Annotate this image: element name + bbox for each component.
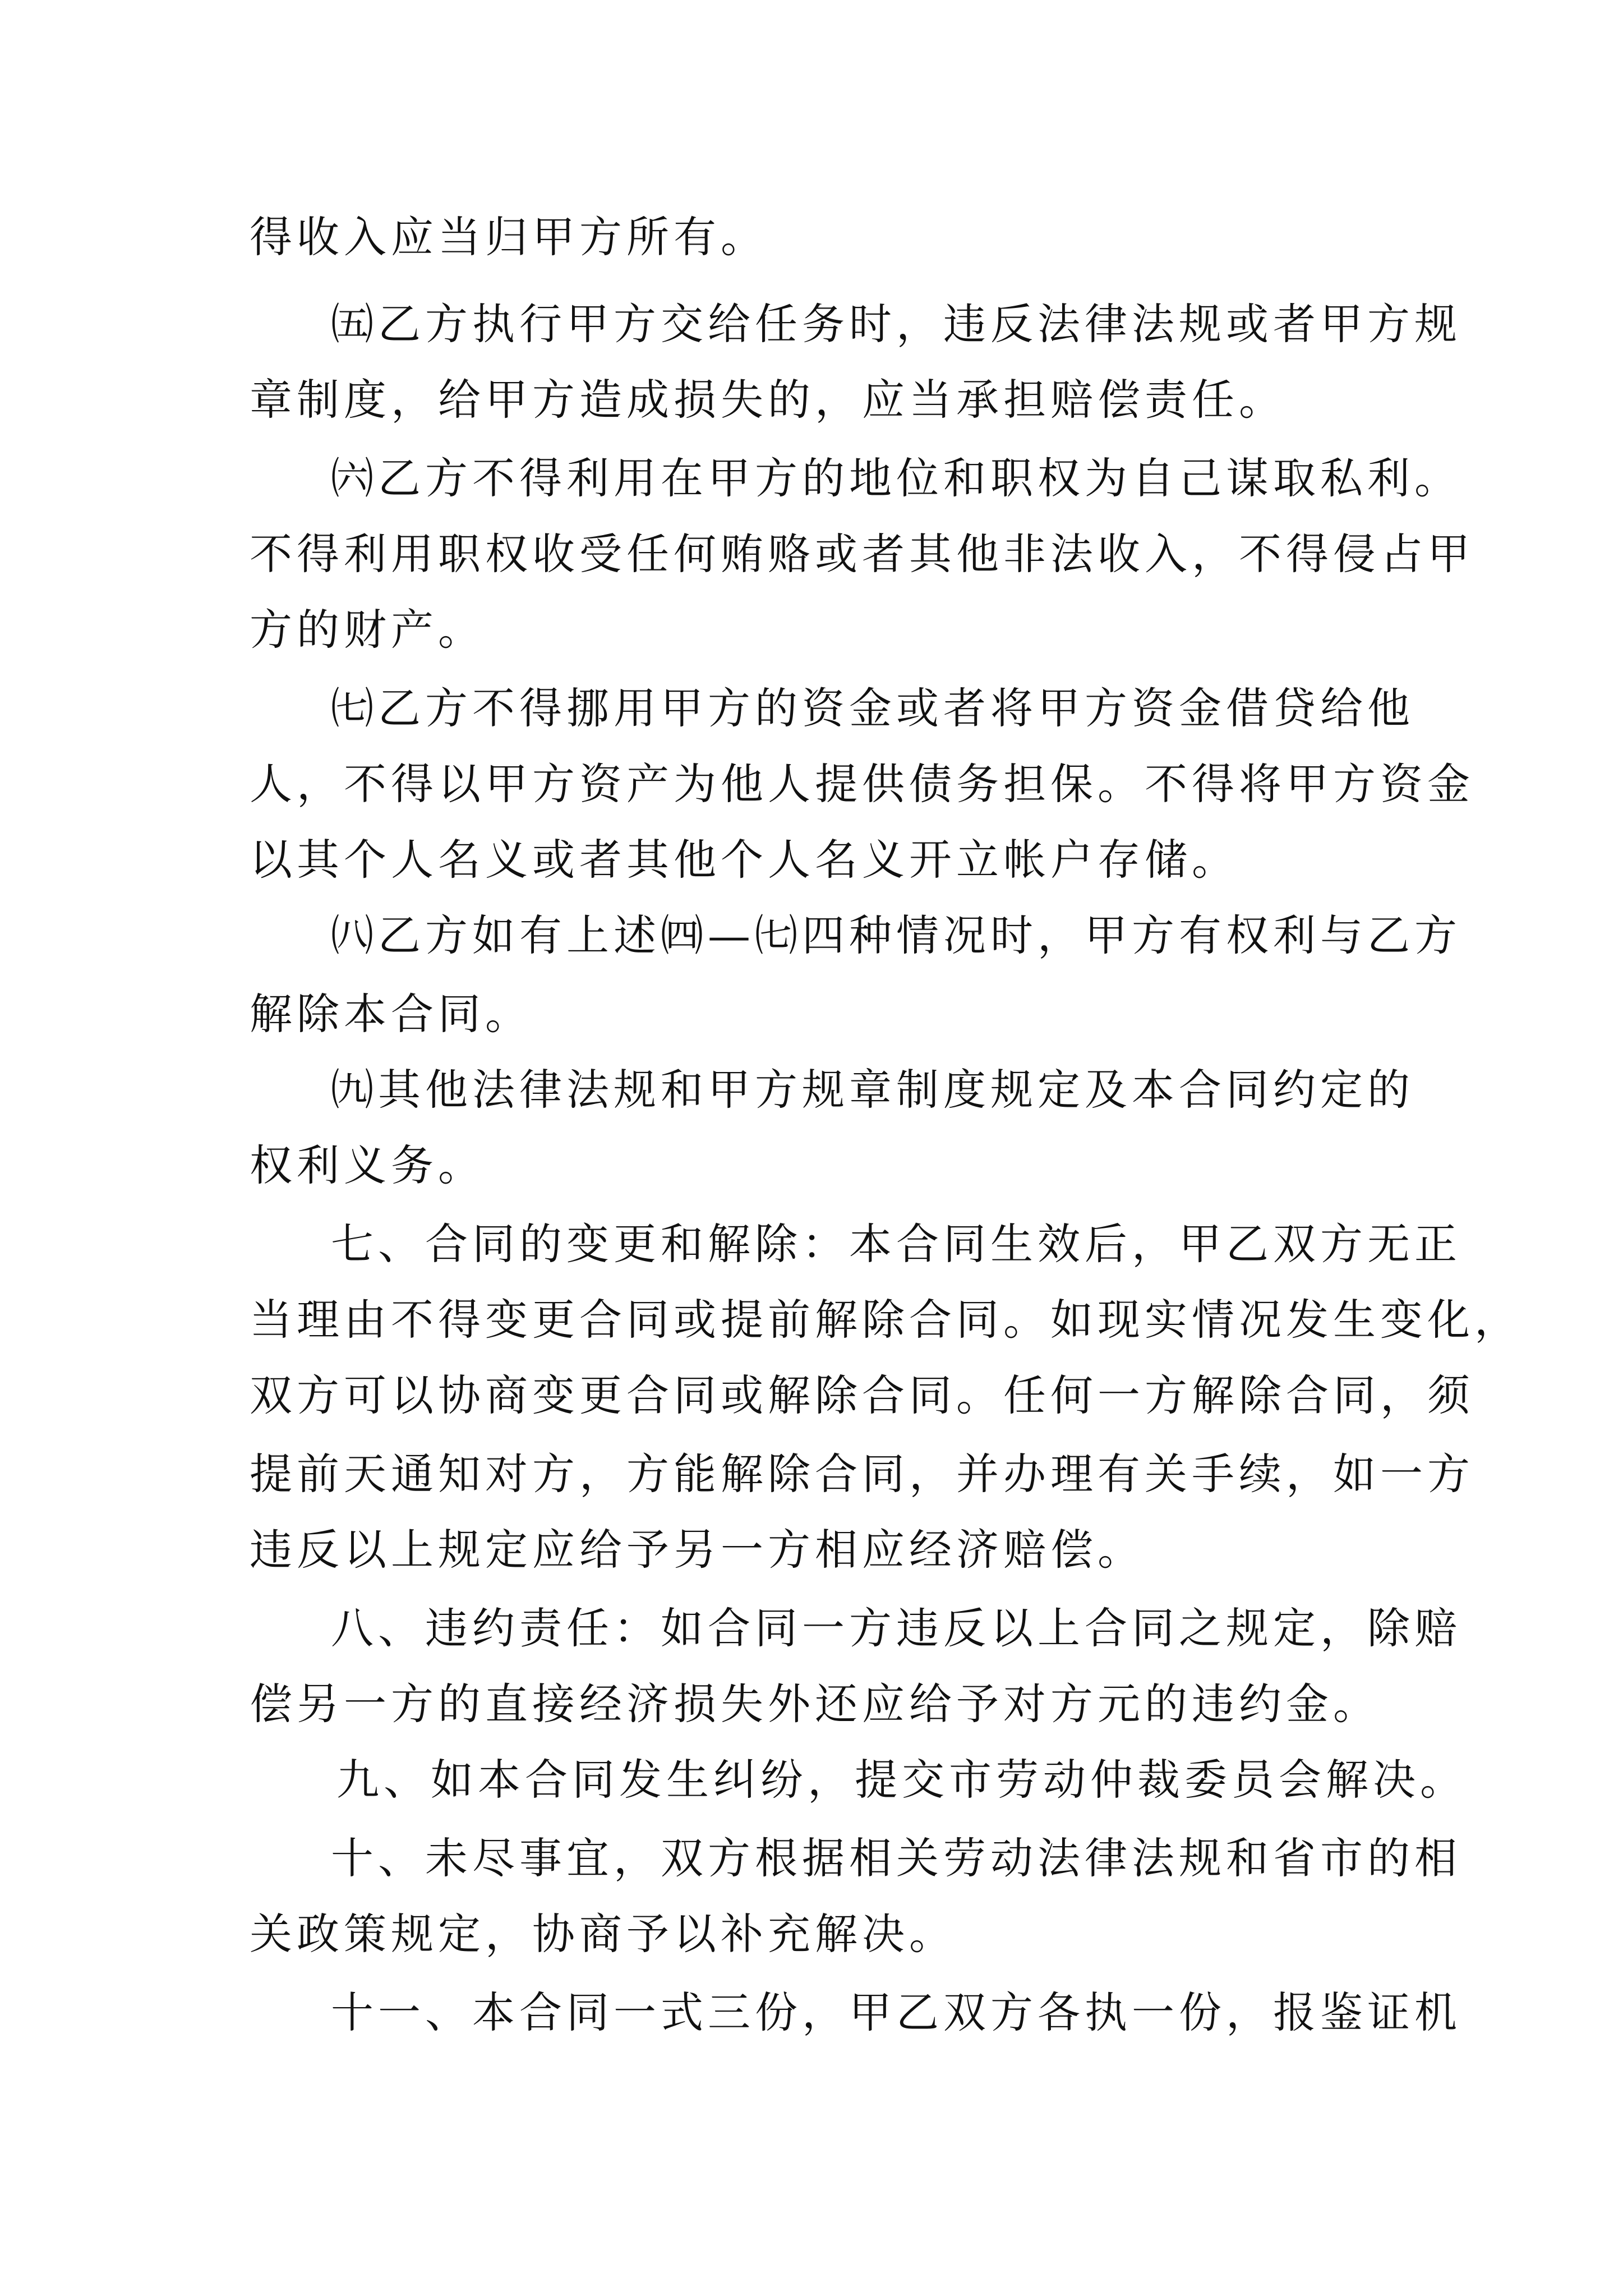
text-line: 关政策规定，协商予以补充解决。 [250,1909,956,1959]
text-line: 七、合同的变更和解除：本合同生效后，甲乙双方无正 [331,1219,1461,1269]
text-line: 提前天通知对方，方能解除合同，并办理有关手续，如一方 [250,1449,1474,1499]
text-line: 双方可以协商变更合同或解除合同。任何一方解除合同，须 [250,1370,1474,1420]
text-line: ㈨其他法律法规和甲方规章制度规定及本合同约定的 [331,1065,1414,1115]
text-line: 方的财产。 [250,605,485,655]
text-line: 偿另一方的直接经济损失外还应给予对方元的违约金。 [250,1679,1380,1729]
text-line: 解除本合同。 [250,989,532,1039]
text-line: 违反以上规定应给予另一方相应经济赔偿。 [250,1525,1145,1575]
text-line: ㈦乙方不得挪用甲方的资金或者将甲方资金借贷给他 [331,683,1414,733]
text-line: 得收入应当归甲方所有。 [250,212,768,262]
text-line: 不得利用职权收受任何贿赂或者其他非法收入，不得侵占甲 [250,529,1474,579]
text-line: 十、未尽事宜，双方根据相关劳动法律法规和省市的相 [331,1833,1461,1883]
text-line: 章制度，给甲方造成损失的，应当承担赔偿责任。 [250,375,1286,425]
text-line: ㈧乙方如有上述㈣—㈦四种情况时，甲方有权利与乙方 [331,910,1461,960]
text-line: 人，不得以甲方资产为他人提供债务担保。不得将甲方资金 [250,759,1474,809]
text-line: 九、如本合同发生纠纷，提交市劳动仲裁委员会解决。 [336,1755,1467,1805]
text-line: ㈥乙方不得利用在甲方的地位和职权为自己谋取私利。 [331,453,1461,503]
text-line: 十一、本合同一式三份，甲乙双方各执一份，报鉴证机 [331,1987,1461,2037]
text-line: 权利义务。 [250,1140,485,1190]
text-line: ㈤乙方执行甲方交给任务时，违反法律法规或者甲方规 [331,299,1461,349]
text-line: 当理由不得变更合同或提前解除合同。如现实情况发生变化， [250,1295,1521,1345]
text-line: 八、违约责任：如合同一方违反以上合同之规定，除赔 [331,1603,1461,1653]
text-line: 以其个人名义或者其他个人名义开立帐户存储。 [250,835,1239,885]
